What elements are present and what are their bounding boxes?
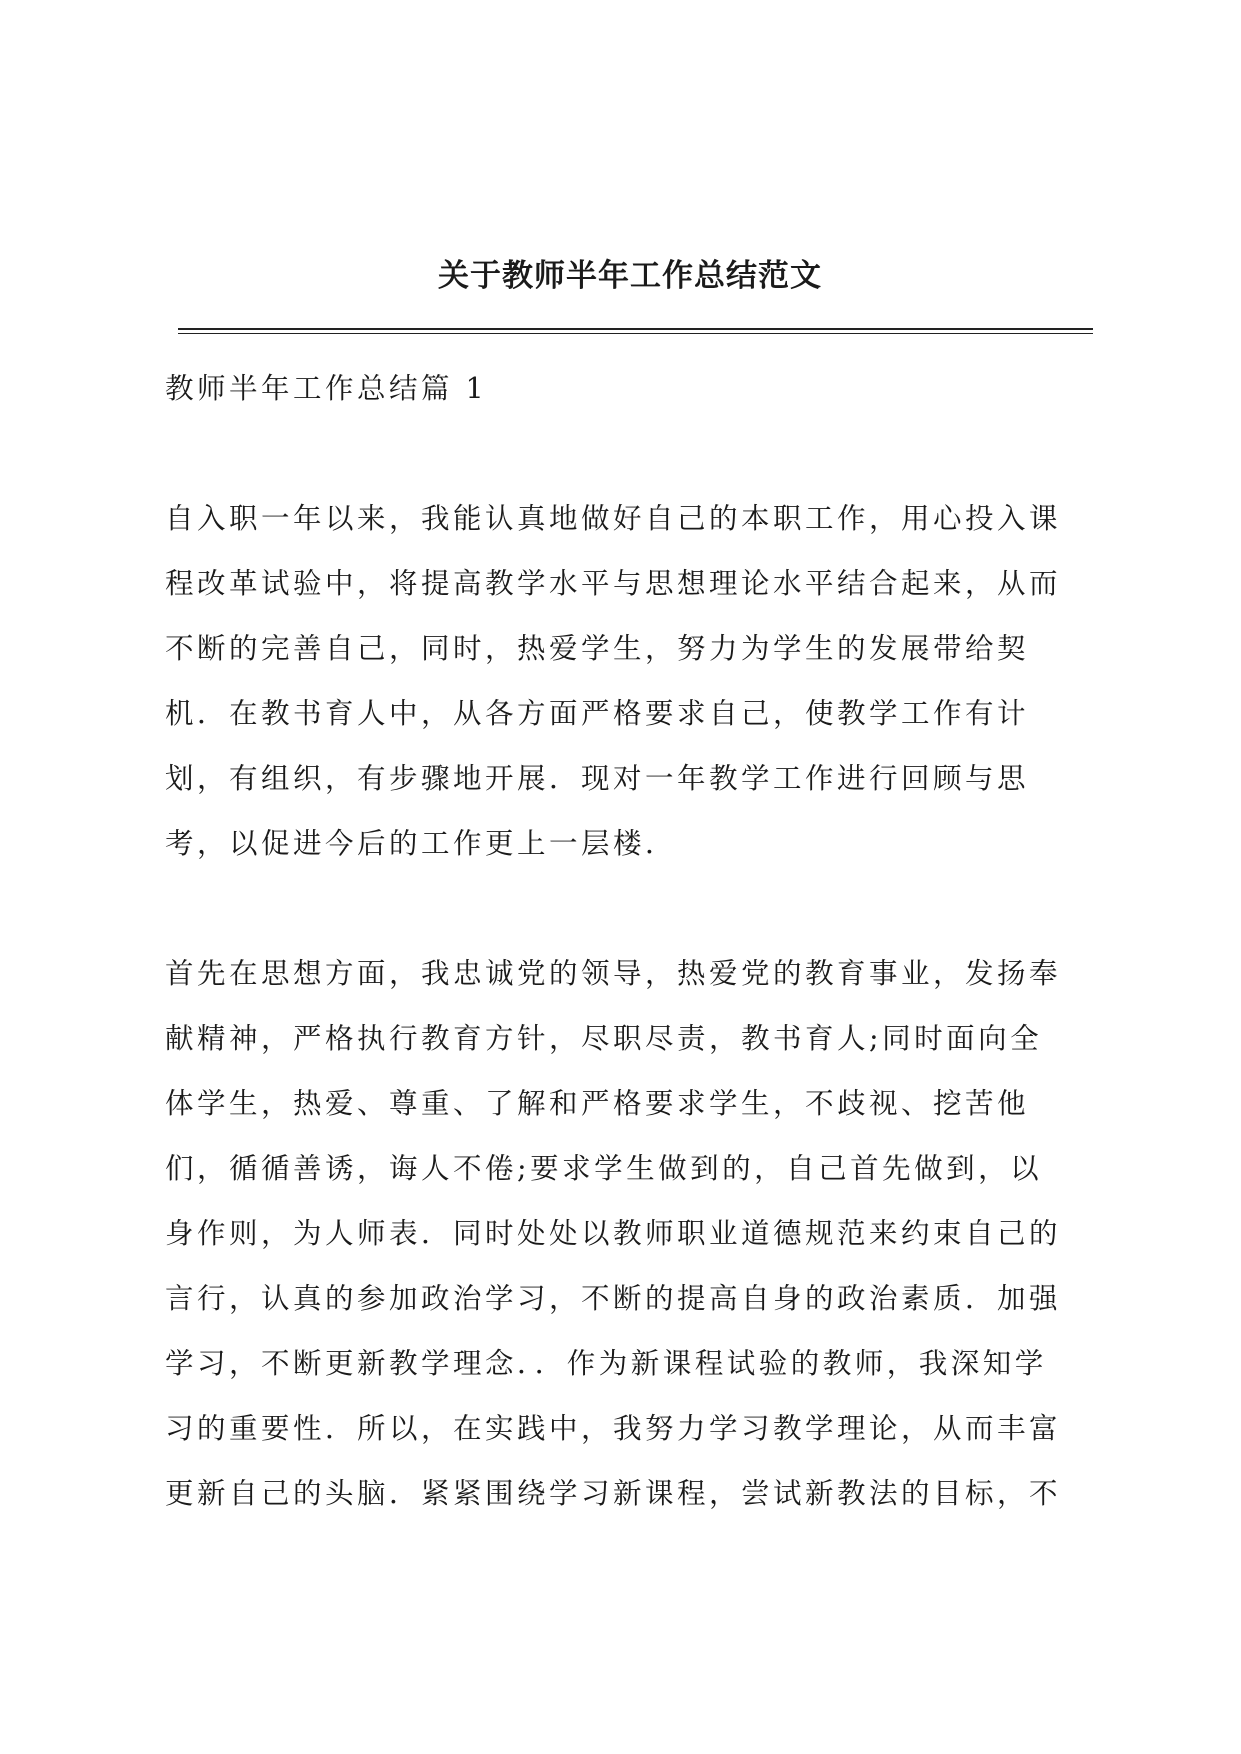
paragraph-line: 更新自己的头脑．紧紧围绕学习新课程，尝试新教法的目标，不 bbox=[165, 1477, 1062, 1510]
paragraph-line: 划，有组织，有步骤地开展．现对一年教学工作进行回顾与思 bbox=[165, 762, 1030, 795]
paragraph-line: 习的重要性．所以，在实践中，我努力学习教学理论，从而丰富 bbox=[165, 1412, 1062, 1445]
paragraph-line: 机．在教书育人中，从各方面严格要求自己，使教学工作有计 bbox=[165, 697, 1030, 730]
paragraph-line: 们，循循善诱，诲人不倦;要求学生做到的，自己首先做到，以 bbox=[165, 1152, 1043, 1185]
paragraph-line: 不断的完善自己，同时，热爱学生，努力为学生的发展带给契 bbox=[165, 632, 1030, 665]
paragraph bbox=[165, 486, 1090, 876]
paragraph-line: 献精神，严格执行教育方针，尽职尽责，教书育人;同时面向全 bbox=[165, 1022, 1043, 1055]
paragraph-line: 身作则，为人师表．同时处处以教师职业道德规范来约束自己的 bbox=[165, 1217, 1062, 1250]
paragraph-line: 首先在思想方面，我忠诚党的领导，热爱党的教育事业，发扬奉 bbox=[165, 957, 1062, 990]
document-body bbox=[165, 356, 1090, 1591]
document-title: 关于教师半年工作总结范文 bbox=[438, 258, 822, 294]
paragraph-line: 体学生，热爱、尊重、了解和严格要求学生，不歧视、挖苦他 bbox=[165, 1087, 1030, 1120]
paragraph-line: 程改革试验中，将提高教学水平与思想理论水平结合起来，从而 bbox=[165, 567, 1062, 600]
paragraph-line: 考，以促进今后的工作更上一层楼． bbox=[165, 827, 678, 860]
paragraph-line: 自入职一年以来，我能认真地做好自己的本职工作，用心投入课 bbox=[165, 502, 1062, 535]
title-divider bbox=[178, 328, 1093, 334]
paragraph-line: 言行，认真的参加政治学习，不断的提高自身的政治素质．加强 bbox=[165, 1282, 1062, 1315]
paragraph bbox=[165, 941, 1090, 1526]
section-heading: 教师半年工作总结篇 1 bbox=[165, 372, 488, 405]
paragraph-line: 学习，不断更新教学理念．．作为新课程试验的教师，我深知学 bbox=[165, 1347, 1047, 1380]
